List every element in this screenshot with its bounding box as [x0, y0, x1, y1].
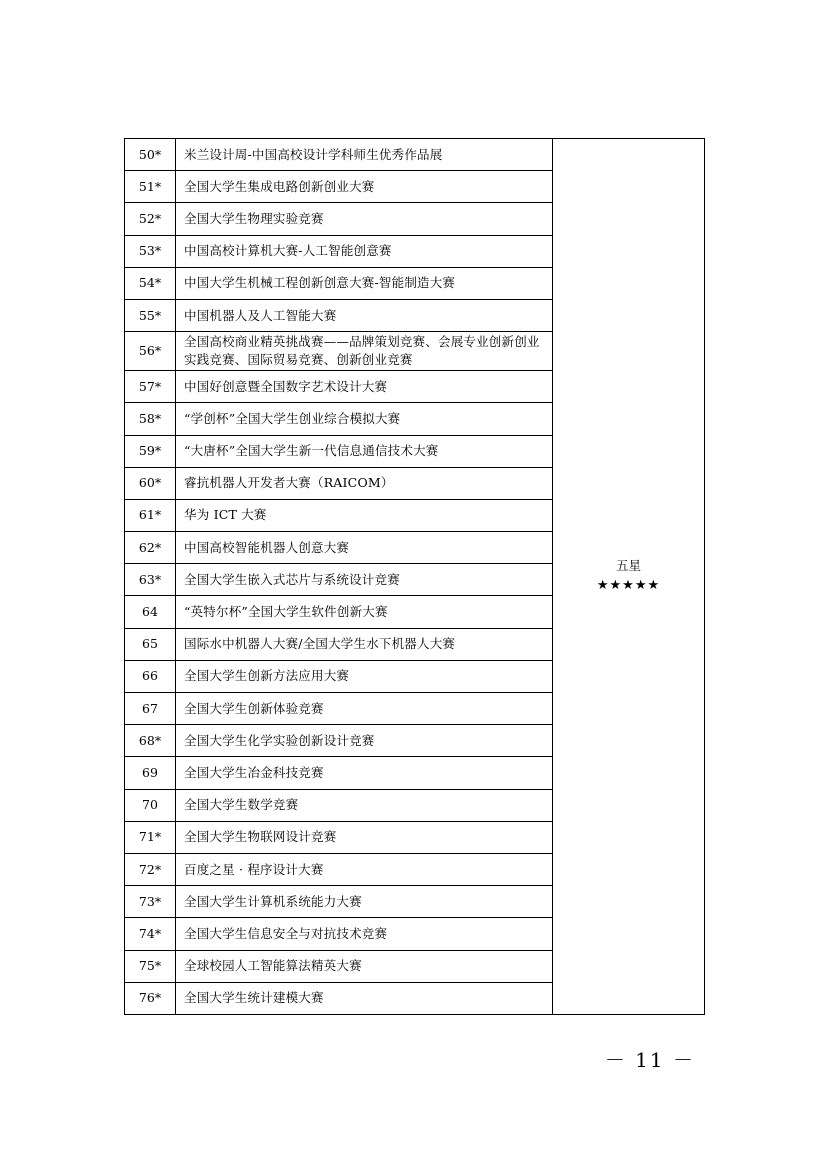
row-number: 75* [125, 950, 176, 982]
competition-name: 全国大学生冶金科技竞赛 [176, 757, 553, 789]
row-number: 62* [125, 532, 176, 564]
competition-name: 中国大学生机械工程创新创意大赛-智能制造大赛 [176, 267, 553, 299]
row-number: 58* [125, 403, 176, 435]
row-number: 69 [125, 757, 176, 789]
row-number: 54* [125, 267, 176, 299]
row-number: 63* [125, 564, 176, 596]
competition-name: 全国大学生物联网设计竞赛 [176, 821, 553, 853]
competition-name: “学创杯”全国大学生创业综合模拟大赛 [176, 403, 553, 435]
star-rating-icon: ★★★★★ [596, 578, 661, 594]
row-number: 55* [125, 299, 176, 331]
row-number: 76* [125, 982, 176, 1014]
competition-table-body [125, 139, 705, 1015]
row-number: 65 [125, 628, 176, 660]
competition-name: 米兰设计周-中国高校设计学科师生优秀作品展 [176, 139, 553, 171]
competition-name: 全国大学生统计建模大赛 [176, 982, 553, 1014]
row-number: 53* [125, 235, 176, 267]
competition-name: 睿抗机器人开发者大赛（RAICOM） [176, 467, 553, 499]
competition-name: 全国高校商业精英挑战赛——品牌策划竞赛、会展专业创新创业实践竞赛、国际贸易竞赛、创新创业竞赛 [176, 332, 553, 371]
rating-label: 五星 [615, 558, 641, 574]
row-number: 64 [125, 596, 176, 628]
page-number: － 11 － [604, 1048, 695, 1072]
row-number: 66 [125, 660, 176, 692]
competition-table [124, 138, 705, 1015]
row-number: 61* [125, 499, 176, 531]
competition-name: 百度之星 · 程序设计大赛 [176, 853, 553, 885]
row-number: 52* [125, 203, 176, 235]
row-number: 60* [125, 467, 176, 499]
row-number: 72* [125, 853, 176, 885]
competition-name: 全国大学生计算机系统能力大赛 [176, 886, 553, 918]
competition-name: 中国机器人及人工智能大赛 [176, 299, 553, 331]
competition-name: 中国高校智能机器人创意大赛 [176, 532, 553, 564]
row-number: 56* [125, 332, 176, 371]
row-number: 68* [125, 725, 176, 757]
competition-name: 全国大学生化学实验创新设计竞赛 [176, 725, 553, 757]
row-number: 70 [125, 789, 176, 821]
competition-name: 全国大学生创新方法应用大赛 [176, 660, 553, 692]
table-row [125, 139, 705, 171]
competition-name: 全国大学生数学竞赛 [176, 789, 553, 821]
competition-name: “英特尔杯”全国大学生软件创新大赛 [176, 596, 553, 628]
competition-name: 华为 ICT 大赛 [176, 499, 553, 531]
competition-name: 全国大学生物理实验竞赛 [176, 203, 553, 235]
row-number: 71* [125, 821, 176, 853]
competition-name: 全国大学生创新体验竞赛 [176, 693, 553, 725]
row-number: 74* [125, 918, 176, 950]
row-number: 67 [125, 693, 176, 725]
competition-name: “大唐杯”全国大学生新一代信息通信技术大赛 [176, 435, 553, 467]
rating-cell [553, 139, 705, 1015]
competition-name: 全国大学生信息安全与对抗技术竞赛 [176, 918, 553, 950]
competition-name: 国际水中机器人大赛/全国大学生水下机器人大赛 [176, 628, 553, 660]
row-number: 51* [125, 171, 176, 203]
row-number: 73* [125, 886, 176, 918]
competition-name: 中国好创意暨全国数字艺术设计大赛 [176, 371, 553, 403]
row-number: 50* [125, 139, 176, 171]
competition-name: 全国大学生集成电路创新创业大赛 [176, 171, 553, 203]
row-number: 57* [125, 371, 176, 403]
competition-name: 全球校园人工智能算法精英大赛 [176, 950, 553, 982]
competition-name: 中国高校计算机大赛-人工智能创意赛 [176, 235, 553, 267]
competition-name: 全国大学生嵌入式芯片与系统设计竞赛 [176, 564, 553, 596]
row-number: 59* [125, 435, 176, 467]
